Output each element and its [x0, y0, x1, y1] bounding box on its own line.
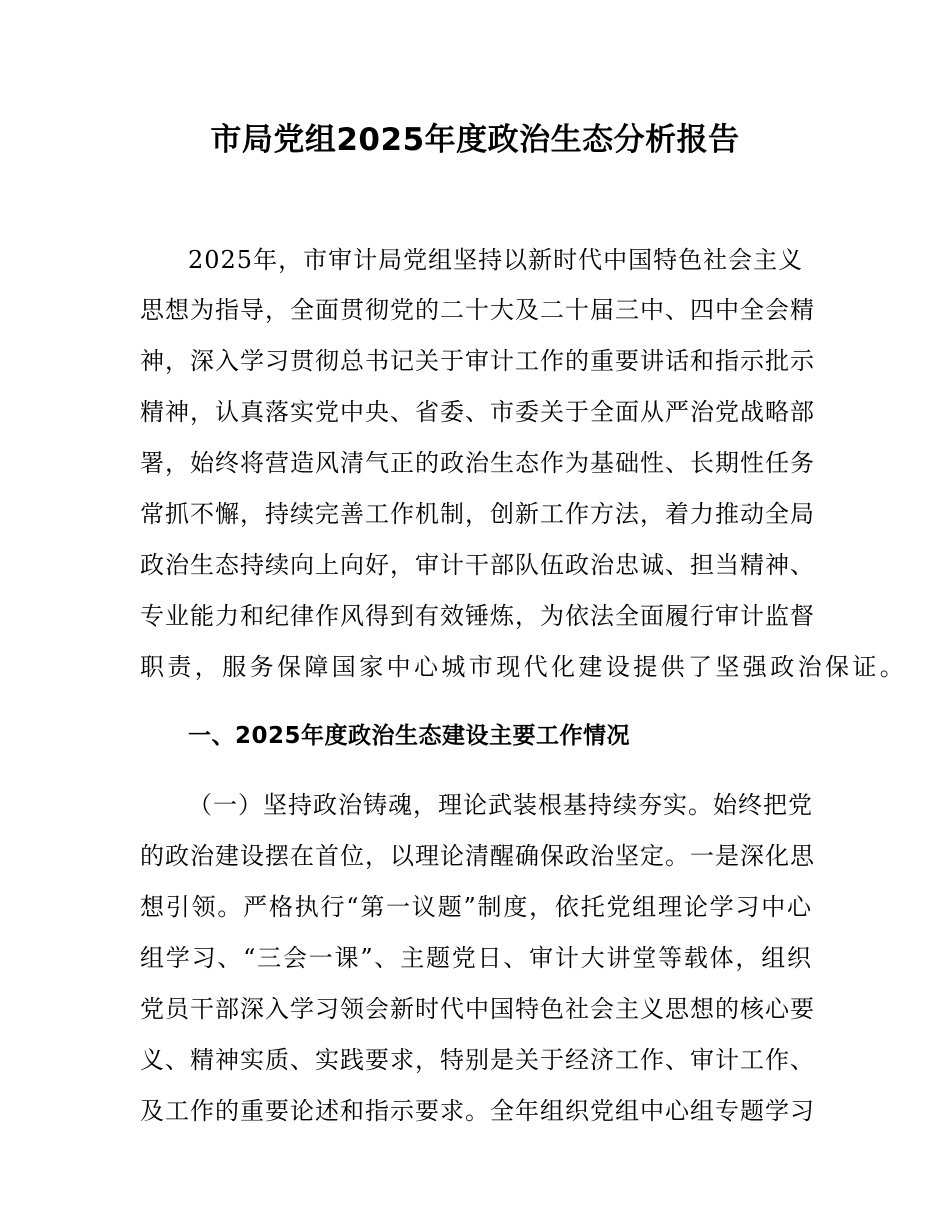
paragraph-line: 政治生态持续向上向好，审计干部队伍政治忠诚、担当精神、	[140, 551, 815, 579]
paragraph-line: 常抓不懈，持续完善工作机制，创新工作方法，着力推动全局	[140, 500, 815, 528]
paragraph-line: 精神，认真落实党中央、省委、市委关于全面从严治党战略部	[140, 398, 815, 426]
section-heading: 一、2025年度政治生态建设主要工作情况	[188, 723, 631, 749]
paragraph-line: 2025年，市审计局党组坚持以新时代中国特色社会主义	[188, 246, 804, 274]
paragraph-line: 专业能力和纪律作风得到有效锤炼，为依法全面履行审计监督	[140, 602, 815, 630]
paragraph-line: 思想为指导，全面贯彻党的二十大及二十届三中、四中全会精	[140, 296, 815, 324]
paragraph-line: 署，始终将营造风清气正的政治生态作为基础性、长期性任务	[140, 449, 815, 477]
paragraph-line: 的政治建设摆在首位，以理论清醒确保政治坚定。一是深化思	[140, 842, 815, 870]
paragraph-line: 神，深入学习贯彻总书记关于审计工作的重要讲话和指示批示	[140, 347, 815, 375]
paragraph-line: 组学习、“三会一课”、主题党日、审计大讲堂等载体，组织	[140, 944, 812, 972]
paragraph-line: 职责，服务保障国家中心城市现代化建设提供了坚强政治保证。	[140, 653, 908, 681]
paragraph-line: 义、精神实质、实践要求，特别是关于经济工作、审计工作、	[140, 1046, 815, 1074]
paragraph-line: （一）坚持政治铸魂，理论武装根基持续夯实。始终把党	[188, 791, 813, 819]
paragraph-line: 及工作的重要论述和指示要求。全年组织党组中心组专题学习	[140, 1097, 815, 1125]
document-title: 市局党组2025年度政治生态分析报告	[210, 122, 740, 158]
paragraph-line: 想引领。严格执行“第一议题”制度，依托党组理论学习中心	[140, 893, 812, 921]
paragraph-line: 党员干部深入学习领会新时代中国特色社会主义思想的核心要	[140, 995, 815, 1023]
